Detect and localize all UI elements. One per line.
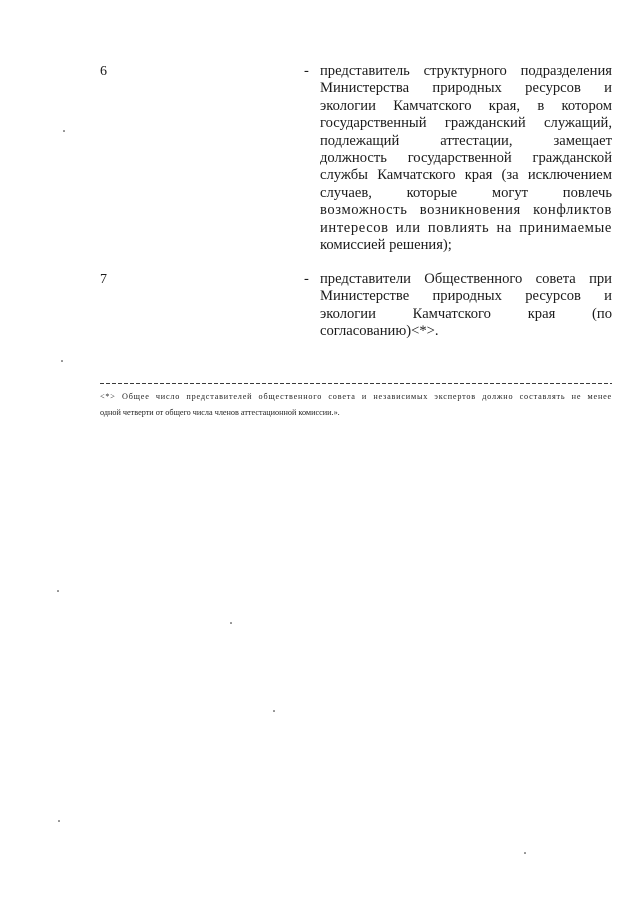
footnote-line: <*> Общее число представителей общественного совета и независимых экспертов должно составлять не менее <box>100 392 612 401</box>
item-text-line: представители Общественного совета при <box>320 271 612 287</box>
footnote-line: одной четверти от общего числа членов аттестационной комиссии.». <box>100 408 340 417</box>
item-text-line: Министерства природных ресурсов и <box>320 80 612 97</box>
item-text-line: комиссией решения); <box>320 236 452 253</box>
item-text-line: подлежащий аттестации, замещает <box>320 132 612 149</box>
item-text-line: возможность возникновения конфликтов <box>320 202 612 219</box>
item-dash: - <box>304 63 309 79</box>
item-text-line: службы Камчатского края (за исключением <box>320 167 612 184</box>
item-dash: - <box>304 271 309 287</box>
scan-speck <box>230 622 232 624</box>
item-text-line: экологии Камчатского края (по <box>320 305 612 322</box>
scan-speck <box>57 590 59 592</box>
scan-speck <box>61 360 63 362</box>
item-text-line: согласованию)<*>. <box>320 323 439 340</box>
item-text-line: государственный гражданский служащий, <box>320 115 612 132</box>
item-text <box>320 271 612 341</box>
scan-speck <box>273 710 275 712</box>
footnote-separator <box>100 383 612 384</box>
item-text <box>320 63 612 254</box>
scan-speck <box>524 852 526 854</box>
item-number: 7 <box>100 272 107 287</box>
scan-speck <box>63 130 65 132</box>
scan-speck <box>58 820 60 822</box>
footnote <box>100 389 612 421</box>
item-text-line: интересов или повлиять на принимаемые <box>320 219 612 236</box>
item-text-line: должность государственной гражданской <box>320 149 612 166</box>
item-text-line: экологии Камчатского края, в котором <box>320 97 612 114</box>
item-text-line: Министерстве природных ресурсов и <box>320 288 612 305</box>
item-text-line: представитель структурного подразделения <box>320 63 612 79</box>
item-number: 6 <box>100 64 107 79</box>
item-text-line: случаев, которые могут повлечь <box>320 184 612 201</box>
